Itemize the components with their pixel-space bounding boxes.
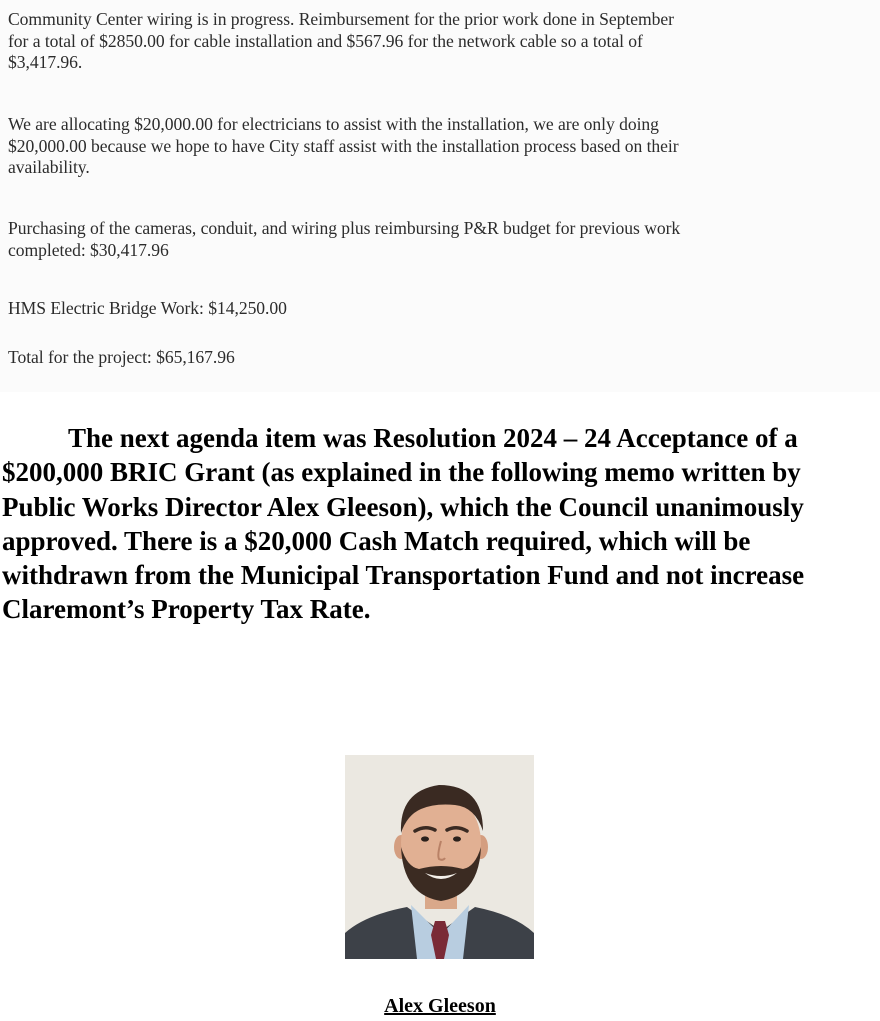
- memo-paragraph-purchasing: Purchasing of the cameras, conduit, and wiring plus reimbursing P&R budget for previous work completed: $30,417.96: [8, 218, 681, 260]
- portrait-illustration: [345, 755, 534, 959]
- memo-paragraph-bridge-work: HMS Electric Bridge Work: $14,250.00: [8, 298, 287, 318]
- memo-paragraph-project-total: Total for the project: $65,167.96: [8, 347, 235, 367]
- photo-caption: Alex Gleeson: [384, 995, 496, 1017]
- agenda-narrative: The next agenda item was Resolution 2024 – 24 Acceptance of a $200,000 BRIC Grant (as explained in the following memo written by Public Works Director Alex Gleeson), which the Council unanimously approved. There is a $20,000 Cash Match required, which will be withdrawn from the Municipal Transportation Fund and not increase Claremont’s Property Tax Rate.: [2, 423, 805, 625]
- portrait-photo: [345, 755, 534, 959]
- memo-paragraph-electricians: We are allocating $20,000.00 for electricians to assist with the installation, we are only doing $20,000.00 because we hope to have City staff assist with the installation process based on their availability.: [8, 114, 679, 177]
- memo-paragraph-wiring: Community Center wiring is in progress. Reimbursement for the prior work done in September for a total of $2850.00 for cable installation and $567.96 for the network cable so a total of $3,417.96.: [8, 9, 674, 72]
- scanned-memo-excerpt: [0, 0, 880, 392]
